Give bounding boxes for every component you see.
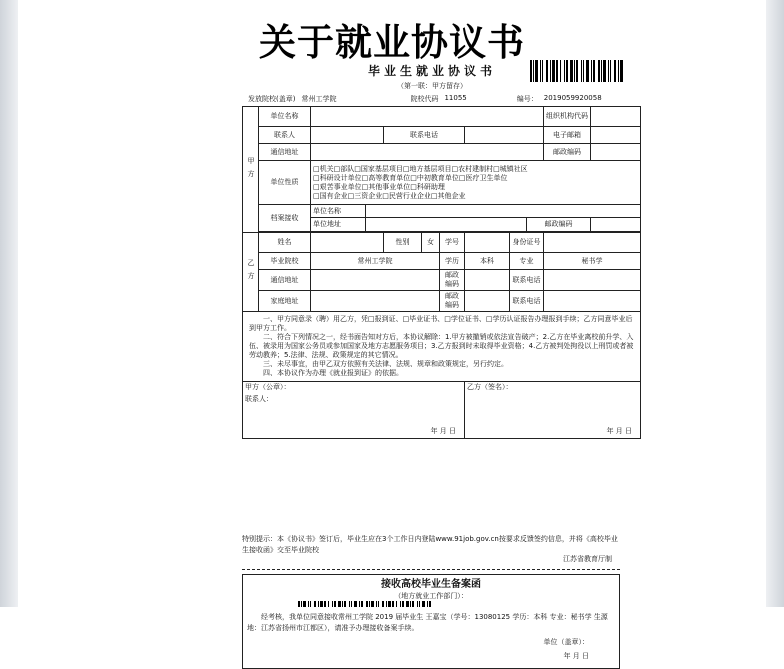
home-postcode-field: [465, 291, 510, 312]
home-phone-field: [544, 291, 641, 312]
copy-note: （第一联：甲方留存）: [397, 82, 467, 90]
archive-postcode-label: 邮政编码: [527, 218, 591, 232]
home-address-label: 家庭地址: [259, 291, 311, 312]
right-viewer-margin: [766, 0, 784, 607]
party-a-label: 甲方: [243, 107, 259, 233]
b-postcode-field: [465, 270, 510, 291]
major-label: 专业: [510, 253, 544, 270]
school-line: [248, 94, 628, 104]
party-b-date: 年 月 日: [606, 427, 632, 435]
org-code-field: [591, 107, 641, 127]
letter-subtitle: （地方就业工作部门）：: [394, 592, 468, 600]
school-name: 常州工学院: [301, 95, 337, 103]
letter-title: 接收高校毕业生备案函: [381, 579, 481, 590]
home-postcode-label: 邮政编码: [440, 291, 465, 312]
acceptance-letter: [242, 574, 620, 669]
b-address-label: 通信地址: [259, 270, 311, 291]
party-a-date: 年 月 日: [430, 427, 456, 435]
party-a-signature-box: [243, 382, 465, 439]
home-address-field: [311, 291, 440, 312]
unit-name-label: 单位名称: [259, 107, 311, 127]
tear-line: [242, 569, 620, 570]
form-title: 毕业生就业协议书: [367, 64, 496, 78]
student-no-field: [465, 233, 510, 253]
student-no-label: 学号: [440, 233, 465, 253]
org-code-label: 组织机构代码: [544, 107, 591, 127]
letter-stamp: 单位（盖章）：: [543, 638, 589, 646]
email-field: [591, 127, 641, 144]
phone-label: 联系电话: [384, 127, 465, 144]
party-b-label: 乙方: [243, 233, 259, 312]
school-label: 发放院校(盖章): [248, 95, 296, 103]
postcode-field: [591, 144, 641, 161]
name-label: 姓名: [259, 233, 311, 253]
unit-type-label: 单位性质: [259, 161, 311, 205]
term-2: 二、符合下列情况之一，经书面告知对方后，本协议解除：1.甲方被撤销或依法宣告破产；2.乙方在毕业离校前升学、入伍、被录用为国家公务员或参加国家及地方志愿服务项目；3.乙方报到时未取得毕业资格；4.乙方被判处拘役以上刑罚或者被劳动教养；5.法律、法规、政策规定的其它情况。: [249, 333, 634, 359]
archive-address-label: 单位地址: [311, 218, 366, 232]
code-label: 院校代码: [410, 95, 439, 103]
graduate-school-label: 毕业院校: [259, 253, 311, 270]
email-label: 电子邮箱: [544, 127, 591, 144]
address-field: [311, 144, 544, 161]
contact-field: [311, 127, 384, 144]
term-4: 四、本协议作为办理《就业报到证》的依据。: [263, 369, 403, 377]
party-b-sign-label: 乙方（签名）：: [467, 383, 513, 391]
code-value: 11055: [444, 94, 467, 102]
serial-value: 2019059920058: [543, 94, 602, 102]
unit-type-option-row: □机关□部队□国家基层项目□地方基层项目□农村建制村□城镇社区: [313, 164, 528, 173]
issuer: 江苏省教育厅制: [563, 555, 612, 563]
address-label: 通信地址: [259, 144, 311, 161]
graduate-school-value: 常州工学院: [311, 253, 440, 270]
id-no-field: [544, 233, 641, 253]
unit-type-options: [311, 161, 641, 205]
b-address-field: [311, 270, 440, 291]
archive-label: 档案接收: [259, 205, 311, 232]
party-a-contact-label: 联系人：: [245, 395, 273, 403]
agreement-terms: [243, 312, 641, 382]
unit-type-option-row: □科研设计单位□高等教育单位□中初教育单位□医疗卫生单位: [313, 173, 508, 182]
contact-label: 联系人: [259, 127, 311, 144]
home-phone-label: 联系电话: [510, 291, 544, 312]
party-b-signature-box: [465, 382, 641, 439]
party-a-seal-label: 甲方（公章）：: [245, 383, 291, 391]
term-3: 三、未尽事宜，由甲乙双方依照有关法律、法规、规章和政策规定，另行约定。: [263, 360, 508, 368]
agreement-form-table: [242, 106, 641, 439]
archive-unit-field: [366, 205, 641, 218]
degree-value: 本科: [465, 253, 510, 270]
left-viewer-margin: [0, 0, 18, 607]
archive-unit-label: 单位名称: [311, 205, 366, 218]
gender-label: 性别: [384, 233, 422, 253]
unit-type-option-row: □艰苦事业单位□其他事业单位□科研助理: [313, 182, 445, 191]
archive-address-field: [366, 218, 527, 232]
archive-postcode-field: [591, 218, 641, 232]
unit-type-option-row: □国有企业□三资企业□民营行业企业□其他企业: [313, 191, 466, 200]
special-notice: 特别提示：本《协议书》签订后，毕业生应在3个工作日内登陆www.91job.gov.cn按要求反馈签约信息，并将《高校毕业生接收函》交至毕业院校: [242, 535, 618, 554]
letter-body: 经考核，我单位同意接收常州工学院 2019 届毕业生 王嘉宝（学号：13080125 学历：本科 专业：秘书学 生源地：江苏省扬州市江都区），请准予办理接收备案手续。: [247, 613, 608, 632]
name-field: [311, 233, 384, 253]
degree-label: 学历: [440, 253, 465, 270]
b-phone-label: 联系电话: [510, 270, 544, 291]
article-headline: 关于就业协议书: [259, 20, 525, 64]
major-value: 秘书学: [544, 253, 641, 270]
unit-name-field: [311, 107, 544, 127]
phone-field: [465, 127, 544, 144]
b-postcode-label: 邮政编码: [440, 270, 465, 291]
b-phone-field: [544, 270, 641, 291]
gender-value: 女: [422, 233, 440, 253]
serial-label: 编号：: [516, 95, 538, 103]
term-1: 一、甲方同意录（聘）用乙方，凭□报到证、□毕业证书、□学位证书、□学历认证报告办理报到手续；乙方同意毕业后到甲方工作。: [249, 315, 633, 332]
postcode-label: 邮政编码: [544, 144, 591, 161]
letter-date: 年 月 日: [563, 652, 589, 660]
id-no-label: 身份证号: [510, 233, 544, 253]
